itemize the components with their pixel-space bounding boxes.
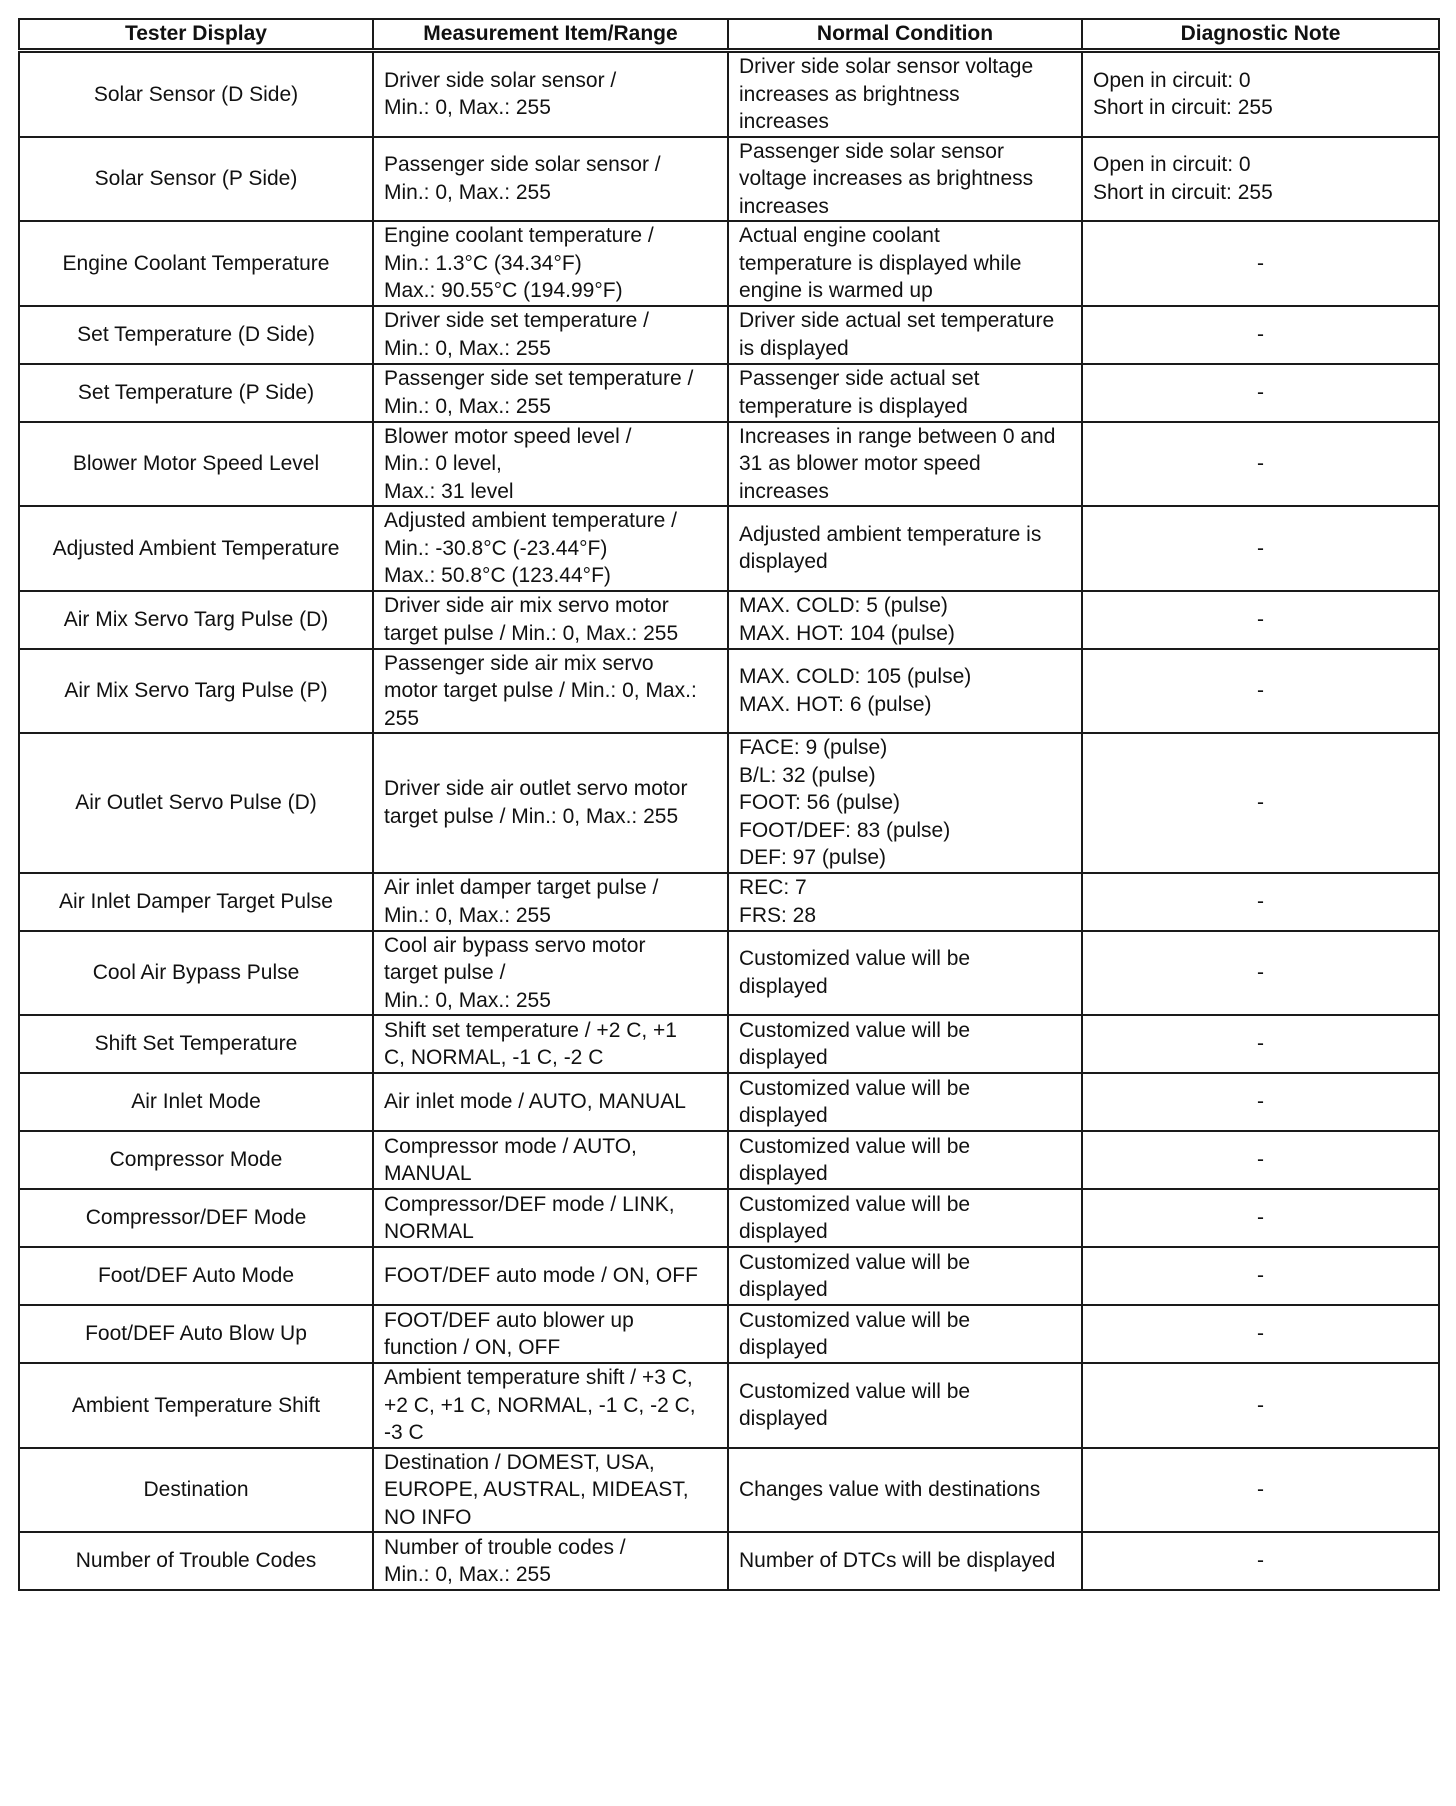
cell-normal-condition-line: MAX. HOT: 104 (pulse): [739, 621, 955, 645]
cell-normal-condition: [728, 506, 1082, 591]
cell-normal-condition-line: Customized value will be: [739, 1379, 971, 1403]
cell-normal-condition-line: Passenger side solar sensor: [739, 139, 1004, 163]
cell-diagnostic-note-line: -: [1257, 791, 1264, 814]
cell-diagnostic-note: [1082, 1131, 1439, 1189]
cell-normal-condition: [728, 1448, 1082, 1533]
table-row: [19, 1305, 1439, 1363]
table-row: [19, 51, 1439, 137]
cell-normal-condition: [728, 1363, 1082, 1448]
cell-measurement-item-range: [373, 931, 728, 1016]
cell-normal-condition-line: displayed: [739, 1046, 828, 1069]
cell-diagnostic-note: [1082, 137, 1439, 222]
table-row: [19, 733, 1439, 873]
cell-measurement-item-range-line: Shift set temperature / +2 C, +1: [384, 1018, 677, 1042]
cell-normal-condition-line: FACE: 9 (pulse): [739, 736, 888, 759]
cell-measurement-item-range-line: Max.: 31 level: [384, 479, 514, 503]
cell-normal-condition-line: DEF: 97 (pulse): [739, 846, 887, 869]
cell-normal-condition-line: Actual engine coolant: [739, 224, 940, 247]
cell-measurement-item-range-line: C, NORMAL, -1 C, -2 C: [384, 1046, 604, 1069]
cell-diagnostic-note-line: -: [1257, 1206, 1264, 1230]
cell-measurement-item-range-line: +2 C, +1 C, NORMAL, -1 C, -2 C,: [384, 1393, 696, 1417]
cell-normal-condition: [728, 1532, 1082, 1590]
cell-tester-display: Solar Sensor (D Side): [19, 51, 373, 137]
cell-normal-condition-line: Customized value will be: [739, 947, 971, 971]
cell-normal-condition: [728, 1247, 1082, 1305]
cell-normal-condition: [728, 306, 1082, 364]
cell-measurement-item-range-line: Min.: 0, Max.: 255: [384, 394, 551, 418]
cell-measurement-item-range-line: Compressor mode / AUTO,: [384, 1134, 637, 1158]
cell-normal-condition-line: is displayed: [739, 336, 849, 360]
header-measurement-item-range: Measurement Item/Range: [373, 19, 728, 51]
cell-measurement-item-range-line: Driver side solar sensor /: [384, 68, 617, 92]
cell-normal-condition-line: FOOT/DEF: 83 (pulse): [739, 818, 951, 842]
table-row: [19, 931, 1439, 1016]
cell-normal-condition-line: Changes value with destinations: [739, 1478, 1041, 1501]
cell-normal-condition: [728, 422, 1082, 507]
cell-diagnostic-note-line: -: [1257, 1478, 1264, 1501]
cell-measurement-item-range: [373, 1363, 728, 1448]
table-row: [19, 221, 1439, 306]
cell-tester-display: Compressor/DEF Mode: [19, 1189, 373, 1247]
cell-normal-condition-line: engine is warmed up: [739, 279, 933, 302]
table-row: [19, 1189, 1439, 1247]
cell-normal-condition-line: displayed: [739, 1336, 828, 1359]
cell-tester-display: Compressor Mode: [19, 1131, 373, 1189]
cell-diagnostic-note-line: Open in circuit: 0: [1093, 153, 1251, 177]
cell-diagnostic-note-line: -: [1257, 1090, 1264, 1114]
cell-measurement-item-range-line: Passenger side set temperature /: [384, 367, 694, 390]
cell-measurement-item-range: [373, 1015, 728, 1073]
cell-tester-display: Air Mix Servo Targ Pulse (P): [19, 649, 373, 734]
cell-diagnostic-note-line: -: [1257, 1393, 1264, 1417]
header-normal-condition: Normal Condition: [728, 19, 1082, 51]
cell-diagnostic-note: [1082, 649, 1439, 734]
cell-normal-condition-line: increases: [739, 479, 829, 503]
cell-diagnostic-note-line: -: [1257, 607, 1264, 631]
cell-measurement-item-range: [373, 221, 728, 306]
cell-diagnostic-note-line: -: [1257, 1032, 1264, 1056]
cell-diagnostic-note: [1082, 1073, 1439, 1131]
cell-measurement-item-range-line: target pulse / Min.: 0, Max.: 255: [384, 621, 679, 645]
cell-diagnostic-note: [1082, 1532, 1439, 1590]
cell-tester-display: Adjusted Ambient Temperature: [19, 506, 373, 591]
cell-measurement-item-range-line: Driver side air mix servo motor: [384, 594, 669, 617]
cell-diagnostic-note: [1082, 1015, 1439, 1073]
cell-diagnostic-note-line: -: [1257, 1148, 1264, 1172]
cell-normal-condition: [728, 873, 1082, 931]
cell-normal-condition: [728, 1073, 1082, 1131]
table-row: [19, 1015, 1439, 1073]
cell-diagnostic-note-line: Short in circuit: 255: [1093, 96, 1273, 120]
cell-diagnostic-note-line: -: [1257, 380, 1264, 404]
cell-normal-condition-line: displayed: [739, 974, 828, 998]
cell-measurement-item-range-line: Compressor/DEF mode / LINK,: [384, 1192, 675, 1216]
cell-measurement-item-range-line: Air inlet mode / AUTO, MANUAL: [384, 1090, 686, 1114]
cell-normal-condition-line: displayed: [739, 1407, 828, 1431]
cell-normal-condition: [728, 1015, 1082, 1073]
cell-tester-display: Shift Set Temperature: [19, 1015, 373, 1073]
cell-normal-condition-line: Passenger side actual set: [739, 367, 980, 390]
cell-normal-condition-line: MAX. COLD: 5 (pulse): [739, 594, 948, 617]
cell-measurement-item-range: [373, 1532, 728, 1590]
cell-diagnostic-note-line: -: [1257, 251, 1264, 275]
cell-tester-display: Air Mix Servo Targ Pulse (D): [19, 591, 373, 649]
cell-diagnostic-note: [1082, 364, 1439, 422]
cell-measurement-item-range-line: Passenger side solar sensor /: [384, 153, 661, 177]
cell-tester-display: Foot/DEF Auto Mode: [19, 1247, 373, 1305]
cell-measurement-item-range-line: motor target pulse / Min.: 0, Max.:: [384, 679, 697, 702]
cell-diagnostic-note: [1082, 1363, 1439, 1448]
table-row: [19, 1073, 1439, 1131]
cell-normal-condition-line: displayed: [739, 1104, 828, 1127]
cell-diagnostic-note: [1082, 733, 1439, 873]
table-row: [19, 1363, 1439, 1448]
table-row: [19, 1247, 1439, 1305]
cell-diagnostic-note-line: -: [1257, 1549, 1264, 1573]
cell-measurement-item-range: [373, 306, 728, 364]
cell-normal-condition: [728, 733, 1082, 873]
cell-diagnostic-note: [1082, 306, 1439, 364]
cell-diagnostic-note-line: -: [1257, 679, 1264, 702]
cell-tester-display: Engine Coolant Temperature: [19, 221, 373, 306]
cell-diagnostic-note-line: -: [1257, 961, 1264, 984]
cell-measurement-item-range-line: MANUAL: [384, 1162, 472, 1185]
cell-measurement-item-range: [373, 649, 728, 734]
cell-measurement-item-range-line: NO INFO: [384, 1505, 472, 1529]
cell-diagnostic-note-line: -: [1257, 322, 1264, 346]
cell-measurement-item-range-line: Min.: 0 level,: [384, 452, 502, 475]
cell-tester-display: Number of Trouble Codes: [19, 1532, 373, 1590]
cell-diagnostic-note: [1082, 1305, 1439, 1363]
cell-normal-condition-line: Driver side solar sensor voltage: [739, 55, 1034, 78]
table-row: [19, 364, 1439, 422]
table-row: [19, 1448, 1439, 1533]
cell-normal-condition-line: displayed: [739, 1278, 828, 1301]
cell-diagnostic-note: [1082, 1247, 1439, 1305]
cell-tester-display: Set Temperature (P Side): [19, 364, 373, 422]
cell-measurement-item-range-line: Min.: 0, Max.: 255: [384, 988, 551, 1012]
cell-diagnostic-note-line: -: [1257, 889, 1264, 913]
cell-normal-condition-line: Customized value will be: [739, 1018, 971, 1042]
cell-measurement-item-range: [373, 1189, 728, 1247]
cell-measurement-item-range-line: Min.: -30.8°C (-23.44°F): [384, 536, 608, 560]
cell-diagnostic-note-line: -: [1257, 536, 1264, 560]
cell-measurement-item-range: [373, 873, 728, 931]
cell-measurement-item-range-line: Blower motor speed level /: [384, 424, 632, 448]
cell-tester-display: Blower Motor Speed Level: [19, 422, 373, 507]
cell-measurement-item-range: [373, 1247, 728, 1305]
cell-measurement-item-range-line: target pulse / Min.: 0, Max.: 255: [384, 804, 679, 828]
cell-normal-condition: [728, 221, 1082, 306]
cell-measurement-item-range-line: Cool air bypass servo motor: [384, 933, 646, 957]
table-row: [19, 137, 1439, 222]
cell-normal-condition-line: 31 as blower motor speed: [739, 452, 981, 475]
table-row: [19, 1532, 1439, 1590]
cell-measurement-item-range-line: Max.: 90.55°C (194.99°F): [384, 279, 623, 302]
cell-measurement-item-range: [373, 422, 728, 507]
cell-diagnostic-note: [1082, 1189, 1439, 1247]
cell-normal-condition-line: increases: [739, 110, 829, 133]
cell-measurement-item-range-line: Min.: 0, Max.: 255: [384, 1563, 551, 1586]
cell-normal-condition: [728, 364, 1082, 422]
cell-normal-condition-line: displayed: [739, 1220, 828, 1243]
header-tester-display: Tester Display: [19, 19, 373, 51]
cell-diagnostic-note-line: Short in circuit: 255: [1093, 180, 1273, 204]
cell-measurement-item-range-line: Min.: 1.3°C (34.34°F): [384, 251, 582, 275]
table-row: [19, 306, 1439, 364]
cell-measurement-item-range: [373, 1131, 728, 1189]
cell-normal-condition-line: REC: 7: [739, 876, 807, 899]
cell-tester-display: Air Inlet Damper Target Pulse: [19, 873, 373, 931]
cell-normal-condition: [728, 1189, 1082, 1247]
cell-measurement-item-range-line: Min.: 0, Max.: 255: [384, 336, 551, 360]
cell-tester-display: Ambient Temperature Shift: [19, 1363, 373, 1448]
cell-measurement-item-range: [373, 51, 728, 137]
cell-measurement-item-range: [373, 137, 728, 222]
cell-normal-condition-line: MAX. HOT: 6 (pulse): [739, 692, 932, 716]
cell-measurement-item-range-line: Number of trouble codes /: [384, 1535, 626, 1559]
cell-diagnostic-note: [1082, 591, 1439, 649]
table-row: [19, 591, 1439, 649]
cell-measurement-item-range-line: function / ON, OFF: [384, 1336, 561, 1359]
cell-normal-condition: [728, 649, 1082, 734]
cell-measurement-item-range-line: Air inlet damper target pulse /: [384, 876, 659, 899]
cell-normal-condition-line: Adjusted ambient temperature is: [739, 522, 1042, 546]
cell-normal-condition-line: B/L: 32 (pulse): [739, 763, 876, 787]
cell-normal-condition-line: displayed: [739, 1162, 828, 1185]
cell-measurement-item-range-line: Passenger side air mix servo: [384, 651, 654, 675]
table-row: [19, 422, 1439, 507]
cell-tester-display: Destination: [19, 1448, 373, 1533]
cell-normal-condition: [728, 1305, 1082, 1363]
cell-diagnostic-note: [1082, 506, 1439, 591]
cell-measurement-item-range-line: Driver side air outlet servo motor: [384, 777, 688, 801]
table-row: [19, 506, 1439, 591]
cell-measurement-item-range-line: Destination / DOMEST, USA,: [384, 1450, 655, 1474]
cell-diagnostic-note: [1082, 51, 1439, 137]
cell-normal-condition: [728, 591, 1082, 649]
cell-normal-condition-line: Customized value will be: [739, 1250, 971, 1274]
cell-measurement-item-range-line: Adjusted ambient temperature /: [384, 509, 677, 532]
table-row: [19, 873, 1439, 931]
cell-tester-display: Cool Air Bypass Pulse: [19, 931, 373, 1016]
cell-normal-condition-line: Customized value will be: [739, 1192, 971, 1216]
cell-normal-condition-line: Number of DTCs will be displayed: [739, 1549, 1056, 1573]
cell-normal-condition-line: displayed: [739, 550, 828, 574]
cell-normal-condition-line: Driver side actual set temperature: [739, 309, 1055, 332]
cell-measurement-item-range-line: Ambient temperature shift / +3 C,: [384, 1366, 693, 1389]
cell-measurement-item-range: [373, 1073, 728, 1131]
cell-normal-condition-line: Customized value will be: [739, 1076, 971, 1100]
cell-measurement-item-range-line: Max.: 50.8°C (123.44°F): [384, 564, 611, 587]
cell-diagnostic-note-line: -: [1257, 1322, 1264, 1346]
cell-measurement-item-range-line: Min.: 0, Max.: 255: [384, 96, 551, 120]
cell-measurement-item-range-line: -3 C: [384, 1421, 424, 1444]
cell-normal-condition-line: increases as brightness: [739, 82, 960, 106]
cell-measurement-item-range-line: target pulse /: [384, 961, 506, 984]
cell-measurement-item-range: [373, 591, 728, 649]
cell-measurement-item-range: [373, 1305, 728, 1363]
cell-diagnostic-note-line: -: [1257, 1264, 1264, 1288]
cell-tester-display: Solar Sensor (P Side): [19, 137, 373, 222]
cell-normal-condition-line: increases: [739, 194, 829, 218]
cell-normal-condition-line: temperature is displayed while: [739, 251, 1022, 275]
table-row: [19, 1131, 1439, 1189]
cell-normal-condition: [728, 51, 1082, 137]
cell-normal-condition: [728, 931, 1082, 1016]
cell-diagnostic-note: [1082, 422, 1439, 507]
cell-diagnostic-note: [1082, 873, 1439, 931]
cell-normal-condition-line: FRS: 28: [739, 903, 817, 927]
cell-measurement-item-range-line: Driver side set temperature /: [384, 309, 649, 332]
cell-measurement-item-range-line: Engine coolant temperature /: [384, 224, 654, 247]
cell-diagnostic-note: [1082, 931, 1439, 1016]
cell-measurement-item-range: [373, 1448, 728, 1533]
cell-measurement-item-range-line: Min.: 0, Max.: 255: [384, 180, 551, 204]
cell-tester-display: Air Outlet Servo Pulse (D): [19, 733, 373, 873]
cell-measurement-item-range-line: FOOT/DEF auto blower up: [384, 1308, 634, 1332]
cell-tester-display: Air Inlet Mode: [19, 1073, 373, 1131]
cell-normal-condition: [728, 137, 1082, 222]
cell-measurement-item-range-line: NORMAL: [384, 1220, 474, 1243]
cell-normal-condition-line: Increases in range between 0 and: [739, 424, 1056, 448]
cell-diagnostic-note-line: Open in circuit: 0: [1093, 68, 1251, 92]
cell-normal-condition-line: voltage increases as brightness: [739, 167, 1034, 190]
cell-normal-condition-line: Customized value will be: [739, 1134, 971, 1158]
cell-measurement-item-range-line: Min.: 0, Max.: 255: [384, 903, 551, 927]
cell-measurement-item-range-line: 255: [384, 706, 420, 730]
cell-normal-condition: [728, 1131, 1082, 1189]
cell-tester-display: Foot/DEF Auto Blow Up: [19, 1305, 373, 1363]
cell-measurement-item-range: [373, 733, 728, 873]
cell-measurement-item-range: [373, 506, 728, 591]
cell-normal-condition-line: FOOT: 56 (pulse): [739, 791, 901, 814]
data-list-table: [18, 18, 1440, 1591]
header-row: [19, 19, 1439, 51]
cell-measurement-item-range-line: EUROPE, AUSTRAL, MIDEAST,: [384, 1478, 689, 1501]
cell-measurement-item-range: [373, 364, 728, 422]
table-row: [19, 649, 1439, 734]
cell-tester-display: Set Temperature (D Side): [19, 306, 373, 364]
cell-diagnostic-note: [1082, 1448, 1439, 1533]
cell-normal-condition-line: temperature is displayed: [739, 394, 968, 418]
cell-diagnostic-note: [1082, 221, 1439, 306]
cell-measurement-item-range-line: FOOT/DEF auto mode / ON, OFF: [384, 1264, 698, 1288]
cell-normal-condition-line: Customized value will be: [739, 1308, 971, 1332]
header-diagnostic-note: Diagnostic Note: [1082, 19, 1439, 51]
cell-normal-condition-line: MAX. COLD: 105 (pulse): [739, 665, 972, 689]
cell-diagnostic-note-line: -: [1257, 452, 1264, 475]
